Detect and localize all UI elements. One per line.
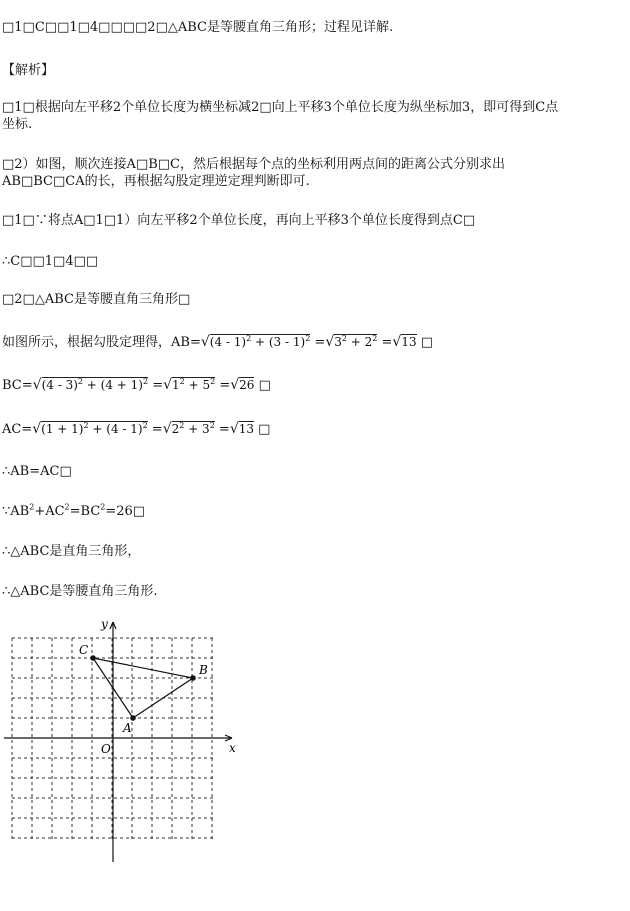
sqrt-icon: √	[200, 334, 210, 350]
bc-eq2: =	[215, 378, 231, 393]
point-c	[90, 655, 96, 661]
ab-term3: 3	[334, 335, 342, 349]
answer-line: □1□C□□1□4□□□□2□△ABC是等腰直角三角形；过程见详解.	[2, 20, 394, 35]
bc-result: 26	[239, 378, 255, 392]
sol5-ac: +AC	[34, 504, 65, 519]
x-axis-label: x	[229, 741, 236, 755]
bc-term3: 1	[172, 378, 180, 392]
point-label-c: C	[79, 643, 89, 657]
y-axis-label: y	[101, 617, 108, 631]
sqrt-icon: √	[162, 421, 172, 437]
ab-end: □	[420, 335, 434, 350]
ab-exp1: 2	[246, 334, 252, 343]
ab-eq2: =	[377, 335, 393, 350]
ab-result: 13	[401, 335, 417, 349]
bc-term2: + (4 + 1)	[82, 378, 143, 392]
ab-equation	[2, 334, 433, 351]
analysis-title: 【解析】	[2, 63, 55, 78]
bc-exp4: 2	[210, 377, 216, 386]
bc-end: □	[258, 378, 271, 393]
sol5-ab: ∵AB	[2, 504, 30, 519]
solution-step-7: ∴△ABC是等腰直角三角形.	[2, 584, 158, 599]
ac-exp1: 2	[83, 421, 89, 430]
ac-term2: + (4 - 1)	[88, 422, 143, 436]
sqrt-icon: √	[229, 421, 239, 437]
point-label-b: B	[199, 663, 208, 677]
ac-radicand	[41, 421, 148, 436]
ac-equation	[2, 421, 270, 438]
ac-end: □	[258, 422, 271, 437]
sqrt-icon: √	[32, 377, 42, 393]
sqrt-icon: √	[32, 421, 42, 437]
analysis-paragraph-1: □1□根据向左平移2个单位长度为横坐标减2□向上平移3个单位长度为纵坐标加3，即可得到C点	[2, 100, 559, 115]
sqrt-icon: √	[163, 377, 173, 393]
ac-term1: (1 + 1)	[41, 422, 84, 436]
ac-term3: 2	[171, 422, 180, 436]
sol5-exp2: 2	[64, 502, 70, 512]
ab-term4: + 2	[346, 335, 373, 349]
solution-step-6: ∴△ABC是直角三角形，	[2, 544, 141, 559]
point-b	[190, 675, 196, 681]
sol5-exp3: 2	[100, 502, 106, 512]
sol5-bc: =BC	[69, 504, 101, 519]
solution-step-3: □2□△ABC是等腰直角三角形□	[2, 292, 191, 307]
point-label-a: A	[123, 721, 132, 735]
bc-term1: (4 - 3)	[41, 378, 78, 392]
analysis-paragraph-1-cont: 坐标.	[2, 117, 33, 132]
bc-term4: + 5	[184, 378, 211, 392]
ab-exp4: 2	[372, 334, 378, 343]
ab-exp3: 2	[341, 334, 347, 343]
ab-prefix: 如图所示，根据勾股定理得，AB=	[2, 335, 201, 350]
bc-radicand	[42, 377, 149, 392]
ab-term2: + (3 - 1)	[251, 335, 306, 349]
ab-radicand-2	[334, 334, 377, 349]
ac-radicand-2	[172, 421, 215, 436]
solution-step-5	[2, 504, 145, 520]
triangle-abc	[90, 655, 196, 721]
ab-term1: (4 - 1)	[209, 335, 247, 349]
sqrt-icon: √	[325, 334, 335, 350]
ab-exp2: 2	[305, 334, 311, 343]
ab-eq1: =	[310, 335, 326, 350]
ab-radicand	[210, 334, 311, 349]
ac-term4: + 3	[184, 422, 210, 436]
bc-eq1: =	[148, 378, 164, 393]
ac-prefix: AC=	[2, 422, 33, 437]
solution-step-2: ∴C□□1□4□□	[2, 254, 99, 269]
origin-label: O	[101, 742, 111, 756]
bc-equation	[2, 377, 271, 394]
bc-exp2: 2	[142, 377, 149, 386]
ac-eq1: =	[147, 422, 163, 437]
ac-exp2: 2	[142, 421, 148, 430]
point-a	[130, 715, 136, 721]
ac-exp3: 2	[179, 421, 185, 430]
solution-step-4: ∴AB=AC□	[2, 464, 72, 479]
ac-result: 13	[238, 422, 255, 436]
bc-radicand-2	[172, 377, 215, 392]
bc-exp3: 2	[179, 377, 185, 386]
triangle-edges	[93, 658, 193, 718]
bc-exp1: 2	[77, 377, 83, 386]
analysis-paragraph-2-cont: AB□BC□CA的长，再根据勾股定理逆定理判断即可.	[2, 174, 310, 189]
sol5-exp1: 2	[29, 502, 35, 512]
sqrt-icon: √	[230, 377, 240, 393]
coordinate-graph	[0, 610, 260, 870]
solution-step-1: □1□∵将点A□1□1）向左平移2个单位长度，再向上平移3个单位长度得到点C□	[2, 213, 476, 228]
ac-eq2: =	[214, 422, 230, 437]
bc-prefix: BC=	[2, 378, 33, 393]
sqrt-icon: √	[392, 334, 402, 350]
ac-exp4: 2	[209, 421, 215, 430]
sol5-result: =26□	[105, 504, 146, 519]
analysis-paragraph-2: □2）如图，顺次连接A□B□C，然后根据每个点的坐标利用两点间的距离公式分别求出	[2, 157, 506, 172]
